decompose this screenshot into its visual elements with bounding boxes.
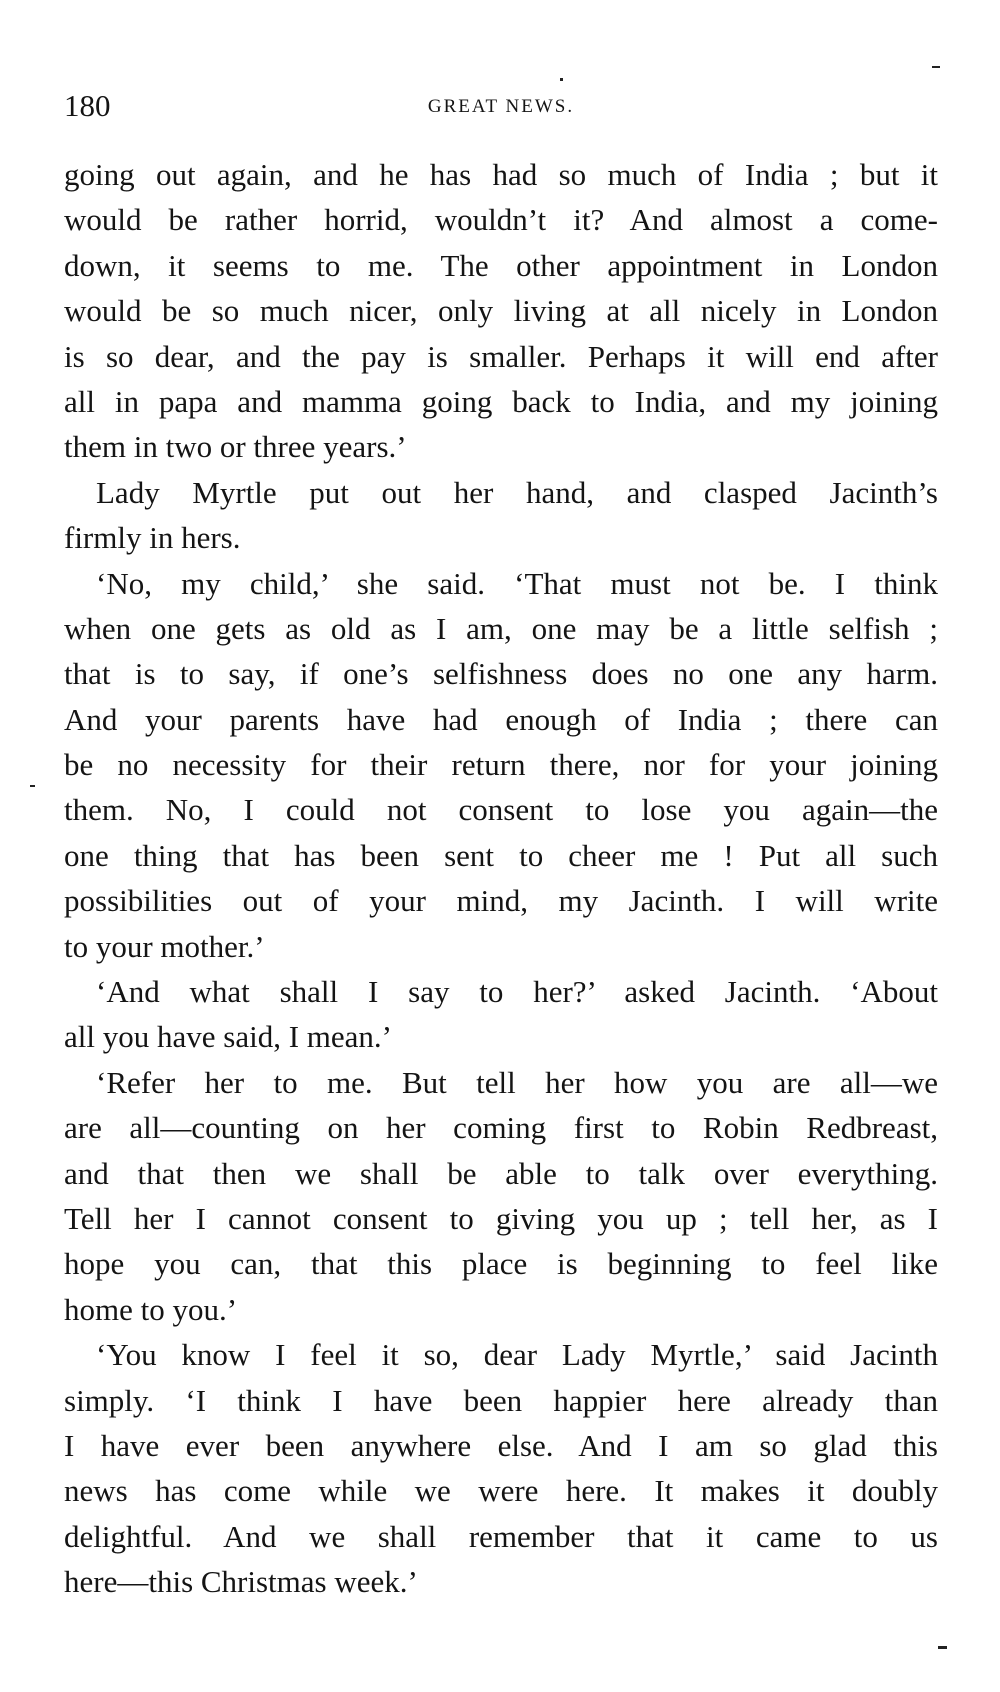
text-line: news has come while we were here. It makes it doubly xyxy=(64,1473,938,1509)
text-line: and that then we shall be able to talk over everything. xyxy=(64,1155,938,1191)
text-line: would be so much nicer, only living at all nicely in London xyxy=(64,293,938,329)
text-line: be no necessity for their return there, nor for your joining xyxy=(64,747,938,783)
text-line: all you have said, I mean.’ xyxy=(64,1019,392,1055)
text-line: Tell her I cannot consent to giving you up ; tell her, as I xyxy=(64,1200,938,1236)
text-line: that is to say, if one’s selfishness does no one any harm. xyxy=(64,656,938,692)
page-number: 180 xyxy=(64,88,111,123)
text-line: here—this Christmas week.’ xyxy=(64,1564,418,1600)
text-line: are all—counting on her coming first to Robin Redbreast, xyxy=(64,1110,938,1146)
text-line: all in papa and mamma going back to India, and my joining xyxy=(64,383,938,419)
print-speck xyxy=(560,78,563,81)
print-speck xyxy=(938,1646,947,1649)
text-line: And your parents have had enough of India ; there can xyxy=(64,701,938,737)
text-line: hope you can, that this place is beginning to feel like xyxy=(64,1246,938,1282)
page-header xyxy=(64,86,938,126)
print-speck xyxy=(30,785,35,787)
text-line: firmly in hers. xyxy=(64,520,241,556)
text-line: ‘You know I feel it so, dear Lady Myrtle,’ said Jacinth xyxy=(96,1337,938,1373)
text-line: home to you.’ xyxy=(64,1291,238,1327)
text-line: when one gets as old as I am, one may be a little selfish ; xyxy=(64,610,938,646)
text-line: to your mother.’ xyxy=(64,928,265,964)
text-line: them. No, I could not consent to lose you again—the xyxy=(64,792,938,828)
text-line: simply. ‘I think I have been happier here already than xyxy=(64,1382,938,1418)
text-line: ‘No, my child,’ she said. ‘That must not be. I think xyxy=(96,565,938,601)
text-line: one thing that has been sent to cheer me ! Put all such xyxy=(64,837,938,873)
text-line: Lady Myrtle put out her hand, and clasped Jacinth’s xyxy=(96,474,938,510)
text-line: down, it seems to me. The other appointment in London xyxy=(64,247,938,283)
text-line: going out again, and he has had so much of India ; but it xyxy=(64,157,938,192)
running-title: GREAT NEWS. xyxy=(427,96,575,117)
text-line: I have ever been anywhere else. And I am so glad this xyxy=(64,1427,938,1463)
text-line: would be rather horrid, wouldn’t it? And almost a come- xyxy=(64,202,938,238)
text-line: them in two or three years.’ xyxy=(64,429,407,465)
body-text xyxy=(64,152,938,1605)
text-line: possibilities out of your mind, my Jacinth. I will write xyxy=(64,883,938,919)
text-line: ‘Refer her to me. But tell her how you are all—we xyxy=(96,1064,938,1100)
print-speck xyxy=(932,66,940,68)
text-line: is so dear, and the pay is smaller. Perhaps it will end after xyxy=(64,338,938,374)
text-line: ‘And what shall I say to her?’ asked Jacinth. ‘About xyxy=(96,974,938,1010)
text-line: delightful. And we shall remember that it came to us xyxy=(64,1518,938,1554)
